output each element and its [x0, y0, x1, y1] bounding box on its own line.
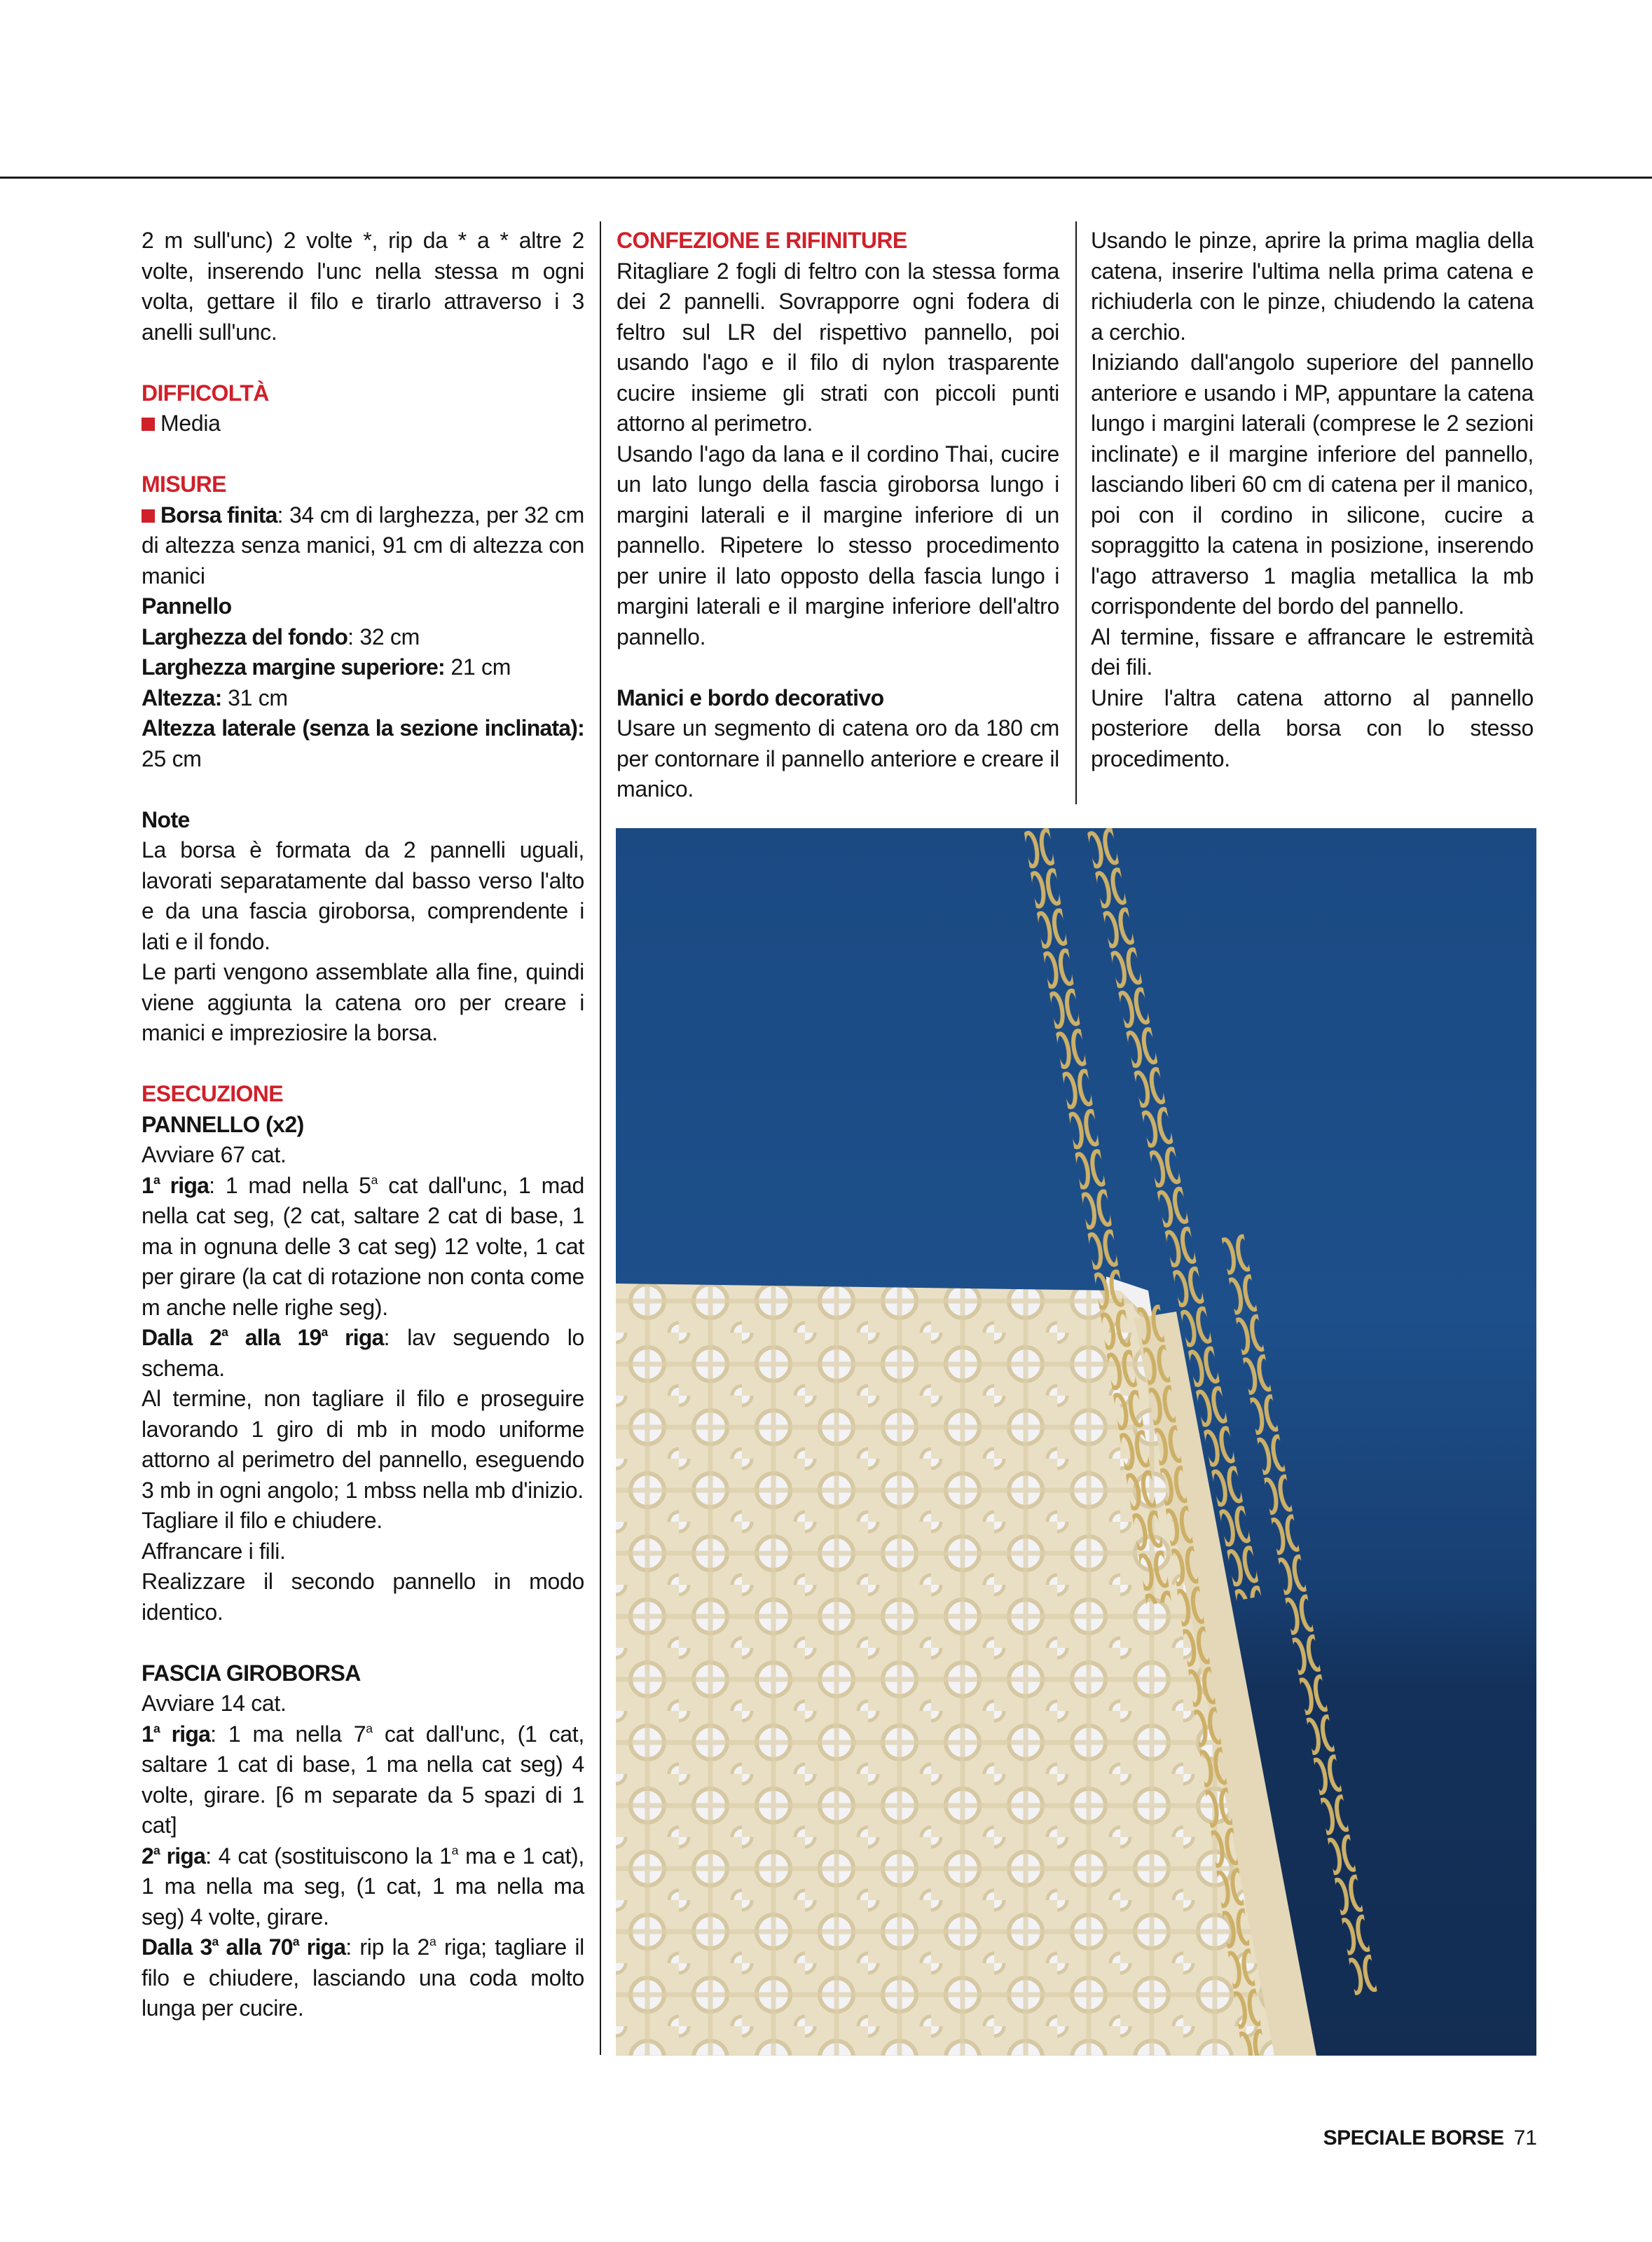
- notes-paragraph: Le parti vengono assemblate alla fine, quindi viene aggiunta la catena oro per creare i manici e impreziosire la borsa.: [142, 959, 584, 1045]
- band-row-1: 1$^a$ riga: 1 ma nella 7$^a$ cat dall'unc, (1 cat, saltare 1 cat di base, 1 ma nella cat seg) 4 volte, girare. [6 m separate da 5 spazi di 1 cat]: [142, 1721, 584, 1838]
- panel-paragraph: Affrancare i fili.: [142, 1538, 286, 1564]
- left-column: [142, 226, 584, 2024]
- bullet-square-icon: [142, 509, 155, 523]
- size-item: Altezza laterale (senza la sezione inclinata): 25 cm: [142, 715, 584, 771]
- right-column: [1091, 226, 1534, 774]
- band-title: FASCIA GIROBORSA: [142, 1660, 361, 1686]
- panel-paragraph: Tagliare il filo e chiudere.: [142, 1508, 383, 1533]
- sizes-heading: MISURE: [142, 472, 226, 497]
- panel-paragraph: Al termine, non tagliare il filo e proseguire lavorando 1 giro di mb in modo uniforme attorno al perimetro del pannello, eseguendo 3 mb in ogni angolo; 1 mbss nella mb d'inizio.: [142, 1386, 584, 1503]
- header-rule: [0, 177, 1652, 179]
- bag-photo-illustration: [616, 828, 1536, 2056]
- page-number: 71: [1513, 2126, 1537, 2150]
- right-paragraph: Unire l'altra catena attorno al pannello posteriore della borsa con lo stesso procedimento.: [1091, 685, 1534, 771]
- right-paragraph: Iniziando dall'angolo superiore del pannello anteriore e usando i MP, appuntare la catena lungo i margini laterali (comprese le 2 sezioni inclinate) e il margine inferiore del pannello, lasciando liberi 60 cm di catena per il manico, poi con il cordino in silicone, cucire a sopraggitto la catena in posizione, inserendo l'ago attraverso 1 maglia metallica la mb corrispondente del bordo del pannello.: [1091, 350, 1534, 619]
- size-item: Altezza: 31 cm: [142, 685, 288, 710]
- finishing-heading: CONFEZIONE E RIFINITURE: [617, 228, 907, 253]
- band-start: Avviare 14 cat.: [142, 1691, 287, 1716]
- finishing-paragraph: Usando l'ago da lana e il cordino Thai, cucire un lato lungo della fascia giroborsa lungo i margini laterali e il margine inferiore di un pannello. Ripetere lo stesso procedimento per unire il lato opposto della fascia lungo i margini laterali e il margine inferiore dell'altro pannello.: [617, 441, 1059, 649]
- band-row-2: 2$^a$ riga: 4 cat (sostituiscono la 1$^a$ ma e 1 cat), 1 ma nella ma seg, (1 cat, 1 ma nella ma seg) 4 volte, girare.: [142, 1843, 584, 1930]
- handles-text: Usare un segmento di catena oro da 180 cm per contornare il pannello anteriore e creare il manico.: [617, 715, 1059, 802]
- notes-paragraph: La borsa è formata da 2 pannelli uguali, lavorati separatamente dal basso verso l'alto e da una fascia giroborsa, comprendente i lati e il fondo.: [142, 837, 584, 954]
- size-item: Larghezza margine superiore: 21 cm: [142, 654, 511, 680]
- difficulty-value: Media: [142, 408, 584, 439]
- bag-photo: [616, 828, 1536, 2056]
- difficulty-heading: DIFFICOLTÀ: [142, 380, 269, 406]
- right-paragraph: Usando le pinze, aprire la prima maglia della catena, inserire l'ultima nella prima catena e richiuderla con le pinze, chiudendo la catena a cerchio.: [1091, 228, 1534, 345]
- size-item: Larghezza del fondo: 32 cm: [142, 624, 420, 649]
- page-footer: [1323, 2126, 1537, 2150]
- right-paragraph: Al termine, fissare e affrancare le estremità dei fili.: [1091, 624, 1534, 680]
- band-rows-3-70: Dalla 3$^a$ alla 70$^a$ riga: rip la 2$^a$ riga; tagliare il filo e chiudere, lasciando una coda molto lunga per cucire.: [142, 1934, 584, 2021]
- intro-text: 2 m sull'unc) 2 volte *, rip da * a * altre 2 volte, inserendo l'unc nella stessa m ogni volta, gettare il filo e tirarlo attraverso i 3 anelli sull'unc.: [142, 228, 584, 345]
- finishing-paragraph: Ritagliare 2 fogli di feltro con la stessa forma dei 2 pannelli. Sovrapporre ogni fodera di feltro sul LR del rispettivo pannello, poi usando l'ago e il filo di nylon trasparente cucire insieme gli strati con piccoli punti attorno al perimetro.: [617, 258, 1059, 436]
- panel-rows-2-19: Dalla 2$^a$ alla 19$^a$ riga: lav seguendo lo schema.: [142, 1324, 584, 1381]
- panel-row-1: 1$^a$ riga: 1 mad nella 5$^a$ cat dall'unc, 1 mad nella cat seg, (2 cat, saltare 2 cat di base, 1 ma in ognuna delle 3 cat seg) 12 volte, 1 cat per girare (la cat di rotazione non conta come m anche nelle righe seg).: [142, 1172, 584, 1320]
- panel-start: Avviare 67 cat.: [142, 1142, 287, 1167]
- execution-heading: ESECUZIONE: [142, 1081, 284, 1106]
- middle-column: [617, 226, 1059, 805]
- panel-paragraph: Realizzare il secondo pannello in modo identico.: [142, 1569, 584, 1625]
- section-title: SPECIALE BORSE: [1323, 2126, 1504, 2150]
- handles-heading: Manici e bordo decorativo: [617, 685, 884, 710]
- column-divider-right: [1075, 221, 1077, 804]
- panel-title: PANNELLO (x2): [142, 1111, 304, 1137]
- panel-sizes-label: Pannello: [142, 593, 232, 619]
- column-divider-left: [600, 221, 601, 2055]
- bullet-square-icon: [142, 418, 155, 431]
- notes-heading: Note: [142, 806, 190, 832]
- finished-size: Borsa finita: 34 cm di larghezza, per 32 cm di altezza senza manici, 91 cm di altezza con manici: [142, 502, 585, 589]
